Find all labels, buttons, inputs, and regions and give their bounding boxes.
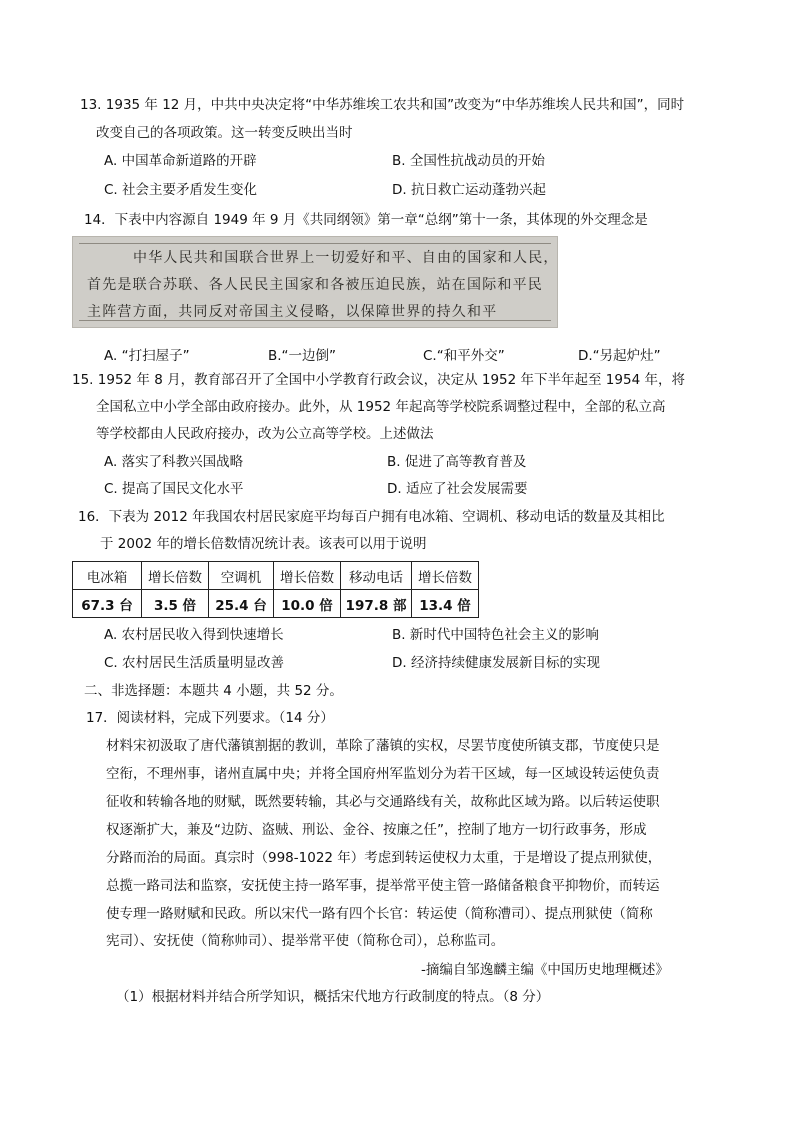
table-header-cell: 增长倍数: [412, 562, 479, 590]
q17-material-line3: 征收和转输各地的财赋，既然要转输，其必与交通路线有关，故称此区域为路。以后转运使职: [106, 794, 660, 810]
table-header-cell: 空调机: [209, 562, 274, 590]
q14-option-a: A. “打扫屋子”: [104, 348, 190, 364]
q15-stem-line2: 全国私立中小学全部由政府接办。此外，从 1952 年起高等学校院系调整过程中，全部的私立高: [96, 399, 666, 415]
table-cell: 197.8 部: [341, 590, 412, 618]
q14-option-d: D.“另起炉灶”: [578, 348, 661, 364]
q15-option-c: C. 提高了国民文化水平: [104, 481, 244, 497]
q17-source: -摘编自邹逸麟主编《中国历史地理概述》: [421, 962, 669, 978]
q16-option-c: C. 农村居民生活质量明显改善: [104, 655, 285, 671]
q14-excerpt-image: [72, 236, 558, 328]
q16-stem-line1: 16．下表为 2012 年我国农村居民家庭平均每百户拥有电冰箱、空调机、移动电话的数量及其相比: [78, 509, 665, 525]
q17-sub-question-1: （1）根据材料并结合所学知识，概括宋代地方行政制度的特点。（8 分）: [116, 989, 550, 1005]
q15-option-b: B. 促进了高等教育普及: [387, 454, 527, 470]
q14-excerpt-line3: 主阵营方面，共同反对帝国主义侵略，以保障世界的持久和平: [87, 304, 498, 320]
table-header-cell: 增长倍数: [142, 562, 209, 590]
q15-option-d: D. 适应了社会发展需要: [387, 481, 528, 497]
q17-material-line1: 材料宋初汲取了唐代藩镇割据的教训，革除了藩镇的实权，尽罢节度使所镇支郡，节度使只是: [106, 738, 660, 754]
table-header-row: [73, 562, 479, 590]
q14-excerpt-line1: 中华人民共和国联合世界上一切爱好和平、自由的国家和人民，: [133, 250, 559, 266]
q14-stem: 14．下表中内容源自 1949 年 9 月《共同纲领》第一章“总纲”第十一条，其体现的外交理念是: [84, 212, 648, 228]
q17-material-line7: 使专理一路财赋和民政。所以宋代一路有四个长官：转运使（简称漕司）、提点刑狱使（简称: [106, 906, 653, 922]
q14-excerpt-line2: 首先是联合苏联、各人民民主国家和各被压迫民族，站在国际和平民: [87, 277, 543, 293]
q17-material-line6: 总揽一路司法和监察，安抚使主持一路军事，提举常平使主管一路储备粮食平抑物价，而转运: [106, 878, 660, 894]
q13-option-a: A. 中国革命新道路的开辟: [104, 153, 257, 169]
table-cell: 3.5 倍: [142, 590, 209, 618]
table-row: [73, 590, 479, 618]
q14-option-b: B.“一边倒”: [268, 348, 337, 364]
q15-stem-line1: 15. 1952 年 8 月，教育部召开了全国中小学教育行政会议，决定从 1952 年下半年起至 1954 年，将: [72, 372, 685, 388]
q16-option-d: D. 经济持续健康发展新目标的实现: [392, 655, 600, 671]
table-header-cell: 移动电话: [341, 562, 412, 590]
q17-title: 17．阅读材料，完成下列要求。（14 分）: [86, 710, 334, 726]
section-heading: 二、非选择题：本题共 4 小题，共 52 分。: [84, 683, 343, 699]
table-cell: 10.0 倍: [274, 590, 341, 618]
table-cell: 25.4 台: [209, 590, 274, 618]
q17-material-line8: 宪司）、安抚使（简称帅司）、提举常平使（简称仓司），总称监司。: [106, 933, 505, 949]
q17-material-line4: 权逐渐扩大，兼及“边防、盗贼、刑讼、金谷、按廉之任”，控制了地方一切行政事务，形成: [106, 822, 647, 838]
table-cell: 13.4 倍: [412, 590, 479, 618]
table-cell: 67.3 台: [73, 590, 142, 618]
q17-material-line5: 分路而治的局面。真宗时（998-1022 年）考虑到转运使权力太重，于是增设了提点刑狱使，: [106, 850, 662, 866]
q13-option-b: B. 全国性抗战动员的开始: [392, 153, 545, 169]
q16-stem-line2: 于 2002 年的增长倍数情况统计表。该表可以用于说明: [100, 536, 427, 552]
q16-option-b: B. 新时代中国特色社会主义的影响: [392, 627, 599, 643]
q16-stats-table: [72, 561, 479, 618]
q13-stem-line2: 改变自己的各项政策。这一转变反映出当时: [96, 125, 353, 141]
q14-option-c: C.“和平外交”: [423, 348, 505, 364]
q13-option-d: D. 抗日救亡运动蓬勃兴起: [392, 182, 546, 198]
q13-stem-line1: 13. 1935 年 12 月，中共中央决定将“中华苏维埃工农共和国”改变为“中华苏维埃人民共和国”，同时: [80, 97, 685, 113]
q16-option-a: A. 农村居民收入得到快速增长: [104, 627, 284, 643]
table-header-cell: 增长倍数: [274, 562, 341, 590]
q15-option-a: A. 落实了科教兴国战略: [104, 454, 244, 470]
q15-stem-line3: 等学校都由人民政府接办，改为公立高等学校。上述做法: [96, 426, 434, 442]
q13-option-c: C. 社会主要矛盾发生变化: [104, 182, 258, 198]
table-header-cell: 电冰箱: [73, 562, 142, 590]
q17-material-line2: 空衔，不理州事，诸州直属中央；并将全国府州军监划分为若干区域，每一区域设转运使负责: [106, 766, 660, 782]
